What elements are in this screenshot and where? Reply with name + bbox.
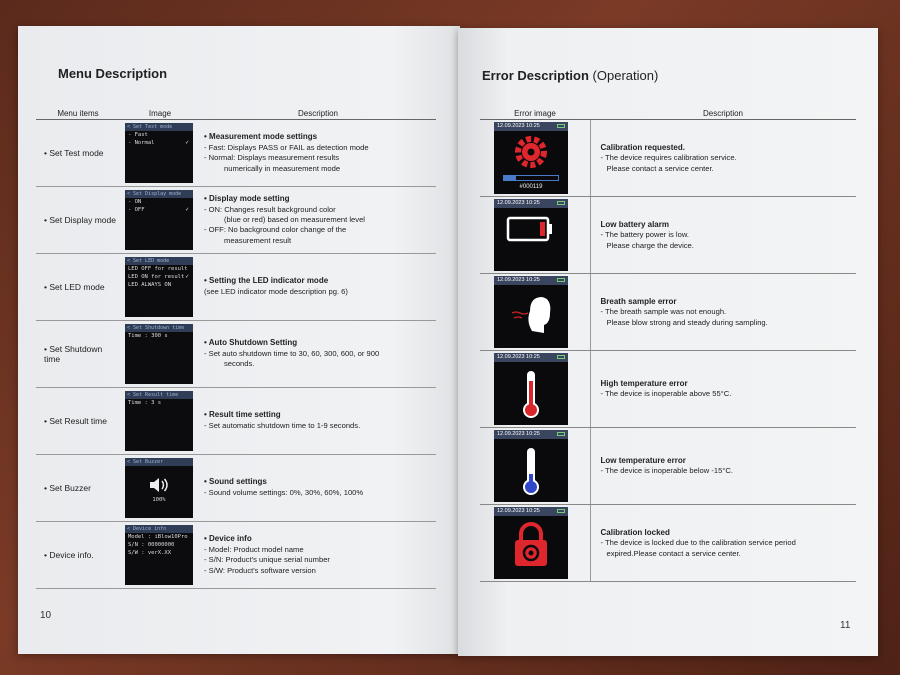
column-header: Description [590, 108, 856, 120]
screen-header: < Set Buzzer [125, 458, 193, 466]
timestamp: 12.09.2023 10:25 [497, 123, 540, 129]
device-screen [125, 123, 193, 183]
screen-header: < Set Result time [125, 391, 193, 399]
screen-header: < Set Display mode [125, 190, 193, 198]
screen-header: < Device info [125, 525, 193, 533]
description-cell [590, 351, 856, 428]
description-cell [200, 455, 436, 522]
menu-item-label: Device info. [49, 550, 94, 560]
description-title: Calibration locked [600, 527, 670, 537]
device-screen [125, 190, 193, 250]
screen-status-bar [494, 199, 568, 208]
description-title-text: Result time setting [209, 410, 281, 420]
description-line: - S/N: Product's unique serial number [204, 555, 330, 565]
low-battery-icon [494, 214, 568, 246]
description-line: Please contact a service center. [606, 163, 714, 173]
description-title-text: Auto Shutdown Setting [208, 338, 298, 348]
description-cell [200, 388, 436, 455]
device-screen [494, 353, 568, 425]
device-screen [125, 525, 193, 585]
image-cell [120, 254, 200, 321]
description-title: • Result time setting [204, 410, 281, 420]
description-line: - The device is locked due to the calibration service period [600, 537, 796, 547]
device-screen [125, 324, 193, 384]
description-line: - The battery power is low. [600, 229, 689, 239]
column-header: Image [120, 108, 200, 120]
check-icon: ✓ [185, 273, 189, 280]
description-title-text: Display mode setting [209, 194, 290, 204]
error-code: #000119 [519, 184, 543, 190]
error-image-cell [480, 274, 590, 351]
description-title: Calibration requested. [600, 142, 685, 152]
screen-header: < Set LED mode [125, 257, 193, 265]
description-line: numerically in measurement mode [224, 163, 341, 173]
description-cell [590, 120, 856, 197]
description-cell [200, 522, 436, 589]
description-cell [200, 187, 436, 254]
check-icon: ✓ [185, 139, 189, 146]
description-line: - The device is inoperable above 55°C. [600, 389, 732, 399]
description-title: • Sound settings [204, 477, 267, 487]
description-line: - Fast: Displays PASS or FAIL as detection mode [204, 143, 369, 153]
menu-item-label: Set Result time [49, 416, 107, 426]
screen-line: - Normal [128, 140, 155, 146]
screen-status-bar [494, 122, 568, 131]
description-line: seconds. [224, 359, 255, 369]
table-row [36, 254, 436, 321]
menu-item-label: Set Test mode [49, 148, 104, 158]
description-cell [200, 120, 436, 187]
table-row [36, 522, 436, 589]
error-image-cell [480, 428, 590, 505]
description-title: Low temperature error [600, 456, 686, 466]
battery-icon [557, 432, 565, 436]
timestamp: 12.09.2023 10:25 [497, 431, 540, 437]
table-row [480, 197, 856, 274]
page-title-sub: (Operation) [592, 68, 659, 83]
description-line: - ON: Changes result background color [204, 204, 336, 214]
page-number: 10 [40, 610, 52, 621]
table-row [480, 274, 856, 351]
battery-icon [557, 509, 565, 513]
column-header: Description [200, 108, 436, 120]
description-title: • Device info [204, 534, 252, 544]
description-line: - Sound volume settings: 0%, 30%, 60%, 100% [204, 488, 364, 498]
image-cell [120, 522, 200, 589]
description-title: • Measurement mode settings [204, 132, 318, 142]
table-row [480, 428, 856, 505]
image-cell [120, 455, 200, 522]
description-title-text: Sound settings [209, 477, 267, 487]
description-line: - OFF: No background color change of the [204, 225, 347, 235]
description-title-text: Measurement mode settings [209, 132, 318, 142]
description-cell [590, 197, 856, 274]
description-title: High temperature error [600, 379, 688, 389]
description-line: - S/W: Product's software version [204, 565, 316, 575]
table-row [36, 120, 436, 187]
page-number: 11 [840, 620, 851, 631]
description-line: - The breath sample was not enough. [600, 306, 727, 316]
screen-line: LED OFF for result [128, 266, 188, 272]
screen-header: < Set Test mode [125, 123, 193, 131]
menu-item-cell: • Set Shutdown time [36, 321, 120, 388]
error-image-cell [480, 505, 590, 582]
screen-line: Time : 300 s [128, 333, 168, 339]
device-screen [125, 458, 193, 518]
screen-line: - ON [128, 199, 142, 205]
right-page [458, 28, 878, 656]
description-cell [200, 321, 436, 388]
timestamp: 12.09.2023 10:25 [497, 354, 540, 360]
description-title: Breath sample error [600, 296, 677, 306]
description-title: Low battery alarm [600, 219, 669, 229]
description-title-text: Setting the LED indicator mode [209, 276, 329, 286]
description-line: - The device requires calibration service. [600, 152, 737, 162]
battery-icon [557, 278, 565, 282]
device-screen [494, 122, 568, 194]
screen-status-bar [494, 507, 568, 516]
description-cell [590, 505, 856, 582]
speaker-icon [125, 476, 193, 496]
check-icon: ✓ [185, 206, 189, 213]
screen-line: Time : 3 s [128, 400, 162, 406]
battery-icon [557, 201, 565, 205]
description-cell [590, 428, 856, 505]
menu-item-cell: • Set LED mode [36, 254, 120, 321]
table-row [480, 505, 856, 582]
device-screen [125, 257, 193, 317]
description-line: - Model: Product model name [204, 545, 304, 555]
menu-item-label: Set Shutdown time [44, 344, 103, 364]
description-line: - Normal: Displays measurement results [204, 153, 340, 163]
description-line: - Set automatic shutdown time to 1-9 seconds. [204, 421, 361, 431]
table-row [36, 187, 436, 254]
screen-status-bar [494, 353, 568, 362]
description-line: expired.Please contact a service center. [606, 548, 741, 558]
screen-line: LED ALWAYS ON [128, 282, 172, 288]
device-screen [494, 507, 568, 579]
menu-item-cell: • Set Result time [36, 388, 120, 455]
description-title: • Setting the LED indicator mode [204, 276, 329, 286]
timestamp: 12.09.2023 10:25 [497, 277, 540, 283]
screen-line: Model : iBlow10Pro [128, 534, 188, 540]
table-row [36, 455, 436, 522]
description-title: • Auto Shutdown Setting [204, 338, 298, 348]
left-page [18, 26, 460, 654]
error-image-cell [480, 120, 590, 197]
screen-line: S/N : 00000000 [128, 542, 175, 548]
screen-line: S/W : verX.XX [128, 550, 172, 556]
table-row [36, 321, 436, 388]
image-cell [120, 187, 200, 254]
error-image-cell [480, 351, 590, 428]
page-title-main: Error Description [482, 68, 589, 83]
description-line: (see LED indicator mode description pg. 6) [204, 287, 348, 297]
image-cell [120, 120, 200, 187]
description-line: Please blow strong and steady during sampling. [606, 317, 768, 327]
menu-item-cell: • Set Buzzer [36, 455, 120, 522]
image-cell [120, 388, 200, 455]
description-line: - The device is inoperable below -15°C. [600, 466, 733, 476]
description-cell [200, 254, 436, 321]
screen-line: 100% [152, 497, 166, 503]
device-screen [494, 430, 568, 502]
menu-item-cell: • Device info. [36, 522, 120, 589]
table-row [36, 388, 436, 455]
page-title [482, 68, 658, 83]
description-line: Please charge the device. [606, 240, 694, 250]
screen-status-bar [494, 276, 568, 285]
menu-item-label: Set LED mode [49, 282, 105, 292]
screen-line: - OFF [128, 207, 145, 213]
device-screen [125, 391, 193, 451]
breath-face-icon [494, 291, 568, 339]
thermometer-cold-icon [494, 445, 568, 499]
screen-line: - Fast [128, 132, 148, 138]
menu-item-label: Set Buzzer [49, 483, 91, 493]
screen-header: < Set Shutdown time [125, 324, 193, 332]
timestamp: 12.09.2023 10:25 [497, 508, 540, 514]
menu-item-label: Set Display mode [49, 215, 116, 225]
error-image-cell [480, 197, 590, 274]
device-screen [494, 199, 568, 271]
page-title: Menu Description [58, 66, 168, 81]
table-row [480, 120, 856, 197]
column-header: Error image [480, 108, 590, 120]
error-table [480, 108, 856, 582]
description-title: • Display mode setting [204, 194, 290, 204]
description-title-text: Device info [209, 534, 252, 544]
description-cell [590, 274, 856, 351]
description-line: measurement result [224, 235, 292, 245]
column-header: Menu items [36, 108, 120, 120]
battery-icon [557, 124, 565, 128]
timestamp: 12.09.2023 10:25 [497, 200, 540, 206]
screen-status-bar [494, 430, 568, 439]
battery-icon [557, 355, 565, 359]
menu-table [36, 108, 436, 589]
lock-gear-icon [494, 522, 568, 572]
device-screen [494, 276, 568, 348]
image-cell [120, 321, 200, 388]
menu-item-cell: • Set Test mode [36, 120, 120, 187]
description-line: (blue or red) based on measurement level [224, 215, 365, 225]
thermometer-hot-icon [494, 368, 568, 422]
menu-item-cell: • Set Display mode [36, 187, 120, 254]
table-row [480, 351, 856, 428]
screen-line: LED ON for result [128, 274, 185, 280]
description-line: - Set auto shutdown time to 30, 60, 300, 600, or 900 [204, 349, 380, 359]
